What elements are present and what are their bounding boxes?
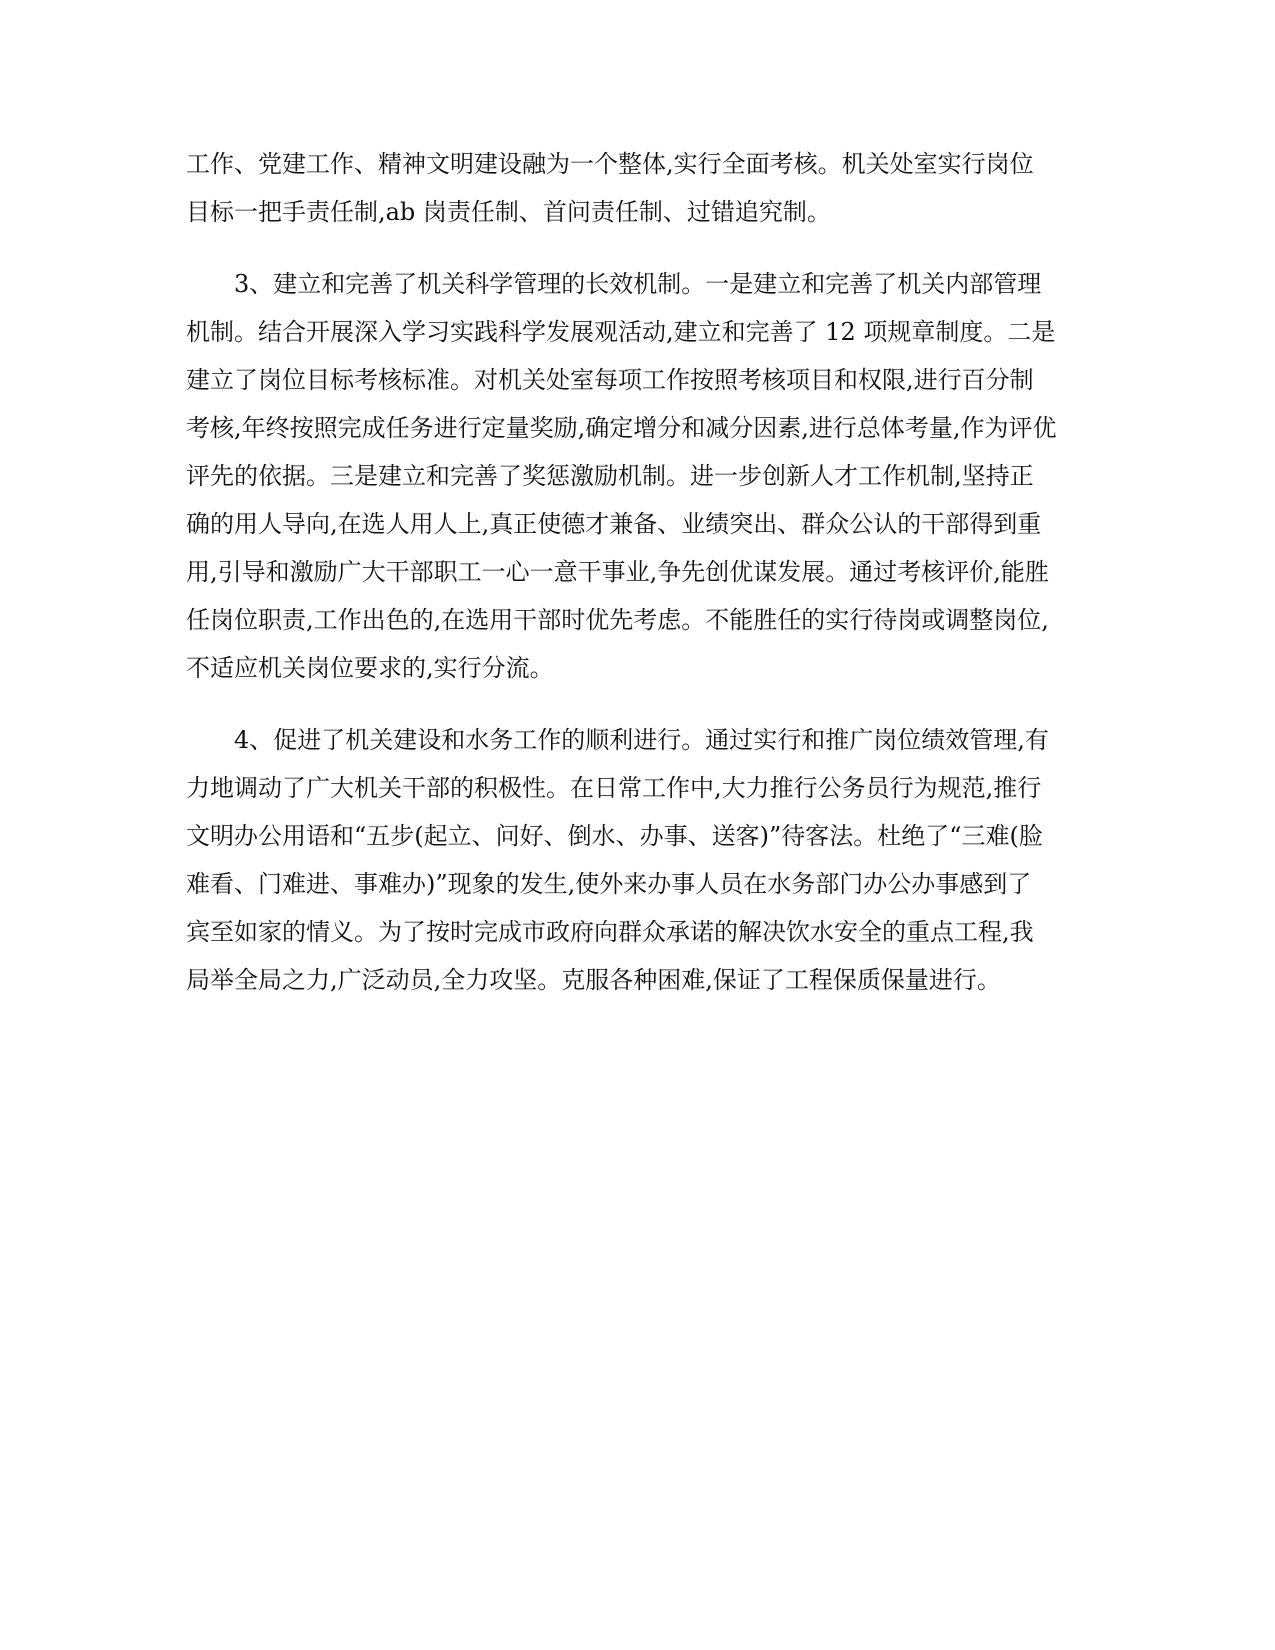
document-body <box>186 140 1086 1004</box>
text-line: 局举全局之力,广泛动员,全力攻坚。克服各种困难,保证了工程保质保量进行。 <box>186 966 1001 994</box>
text-line: 工作、党建工作、精神文明建设融为一个整体,实行全面考核。机关处室实行岗位 <box>186 150 1034 178</box>
text-line: 不适应机关岗位要求的,实行分流。 <box>186 654 554 682</box>
text-line: 用,引导和激励广大干部职工一心一意干事业,争先创优谋发展。通过考核评价,能胜 <box>186 558 1049 586</box>
text-line: 3、建立和完善了机关科学管理的长效机制。一是建立和完善了机关内部管理 <box>234 270 1042 298</box>
paragraph-item-3 <box>186 260 1086 692</box>
text-line: 目标一把手责任制,ab 岗责任制、首问责任制、过错追究制。 <box>186 198 831 226</box>
text-line: 文明办公用语和“五步(起立、问好、倒水、办事、送客)”待客法。杜绝了“三难(脸 <box>186 822 1043 850</box>
text-line: 力地调动了广大机关干部的积极性。在日常工作中,大力推行公务员行为规范,推行 <box>186 774 1042 802</box>
text-line: 难看、门难进、事难办)”现象的发生,使外来办事人员在水务部门办公办事感到了 <box>186 870 1032 898</box>
text-line: 评先的依据。三是建立和完善了奖惩激励机制。进一步创新人才工作机制,坚持正 <box>186 462 1034 490</box>
text-line: 考核,年终按照完成任务进行定量奖励,确定增分和减分因素,进行总体考量,作为评优 <box>186 414 1057 442</box>
paragraph-item-4 <box>186 716 1086 1004</box>
paragraph-continuation <box>186 140 1086 236</box>
text-line: 宾至如家的情义。为了按时完成市政府向群众承诺的解决饮水安全的重点工程,我 <box>186 918 1034 946</box>
text-line: 4、促进了机关建设和水务工作的顺利进行。通过实行和推广岗位绩效管理,有 <box>234 726 1049 754</box>
text-line: 任岗位职责,工作出色的,在选用干部时优先考虑。不能胜任的实行待岗或调整岗位, <box>186 606 1049 634</box>
text-line: 机制。结合开展深入学习实践科学发展观活动,建立和完善了 12 项规章制度。二是 <box>186 318 1056 346</box>
text-line: 确的用人导向,在选人用人上,真正使德才兼备、业绩突出、群众公认的干部得到重 <box>186 510 1042 538</box>
text-line: 建立了岗位目标考核标准。对机关处室每项工作按照考核项目和权限,进行百分制 <box>186 366 1034 394</box>
